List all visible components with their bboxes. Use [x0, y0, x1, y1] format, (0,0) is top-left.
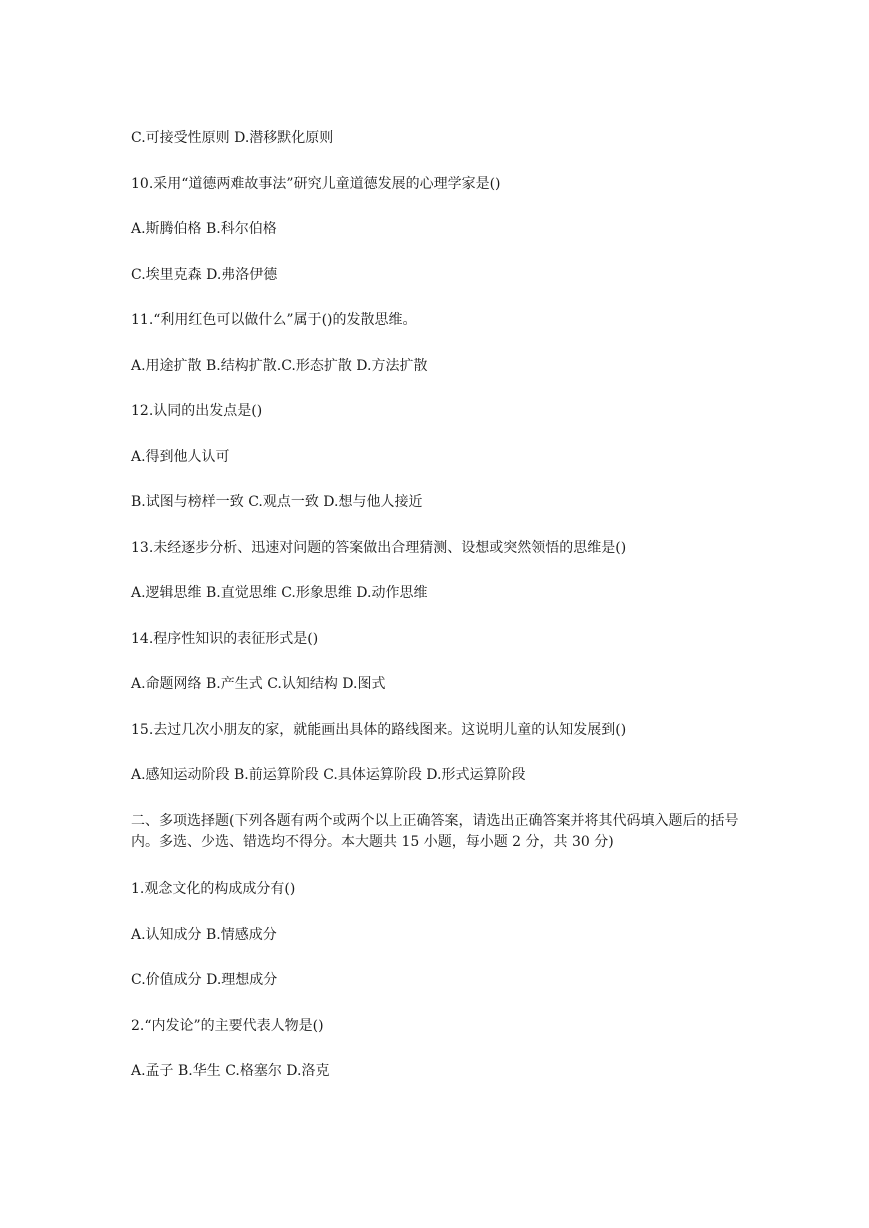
option-line: A.命题网络 B.产生式 C.认知结构 D.图式 — [131, 676, 386, 692]
option-line: B.试图与榜样一致 C.观点一致 D.想与他人接近 — [131, 494, 423, 510]
option-line: C.价值成分 D.理想成分 — [131, 972, 278, 988]
section-heading-multiple-choice: 二、多项选择题(下列各题有两个或两个以上正确答案，请选出正确答案并将其代码填入题后的括号内。多选、少选、错选均不得分。本大题共 15 小题，每小题 2 分，共 30 分) — [131, 813, 739, 850]
option-line: A.感知运动阶段 B.前运算阶段 C.具体运算阶段 D.形式运算阶段 — [131, 767, 526, 783]
question-13: 13.未经逐步分析、迅速对问题的答案做出合理猜测、设想或突然领悟的思维是() — [131, 540, 627, 556]
option-line: C.可接受性原则 D.潜移默化原则 — [131, 130, 334, 146]
question-11: 11.“利用红色可以做什么”属于()的发散思维。 — [131, 312, 417, 328]
question-12: 12.认同的出发点是() — [131, 403, 263, 419]
question-2: 2.“内发论”的主要代表人物是() — [131, 1018, 324, 1034]
question-14: 14.程序性知识的表征形式是() — [131, 631, 319, 647]
question-10: 10.采用“道德两难故事法”研究儿童道德发展的心理学家是() — [131, 176, 501, 192]
question-1: 1.观念文化的构成成分有() — [131, 881, 296, 897]
question-15: 15.去过几次小朋友的家，就能画出具体的路线图来。这说明儿童的认知发展到() — [131, 722, 627, 738]
option-line: A.孟子 B.华生 C.格塞尔 D.洛克 — [131, 1063, 330, 1079]
option-line: A.用途扩散 B.结构扩散.C.形态扩散 D.方法扩散 — [131, 358, 428, 374]
option-line: A.逻辑思维 B.直觉思维 C.形象思维 D.动作思维 — [131, 585, 428, 601]
option-line: A.认知成分 B.情感成分 — [131, 927, 277, 943]
option-line: A.斯腾伯格 B.科尔伯格 — [131, 221, 277, 237]
option-line: A.得到他人认可 — [131, 449, 230, 465]
option-line: C.埃里克森 D.弗洛伊德 — [131, 267, 278, 283]
